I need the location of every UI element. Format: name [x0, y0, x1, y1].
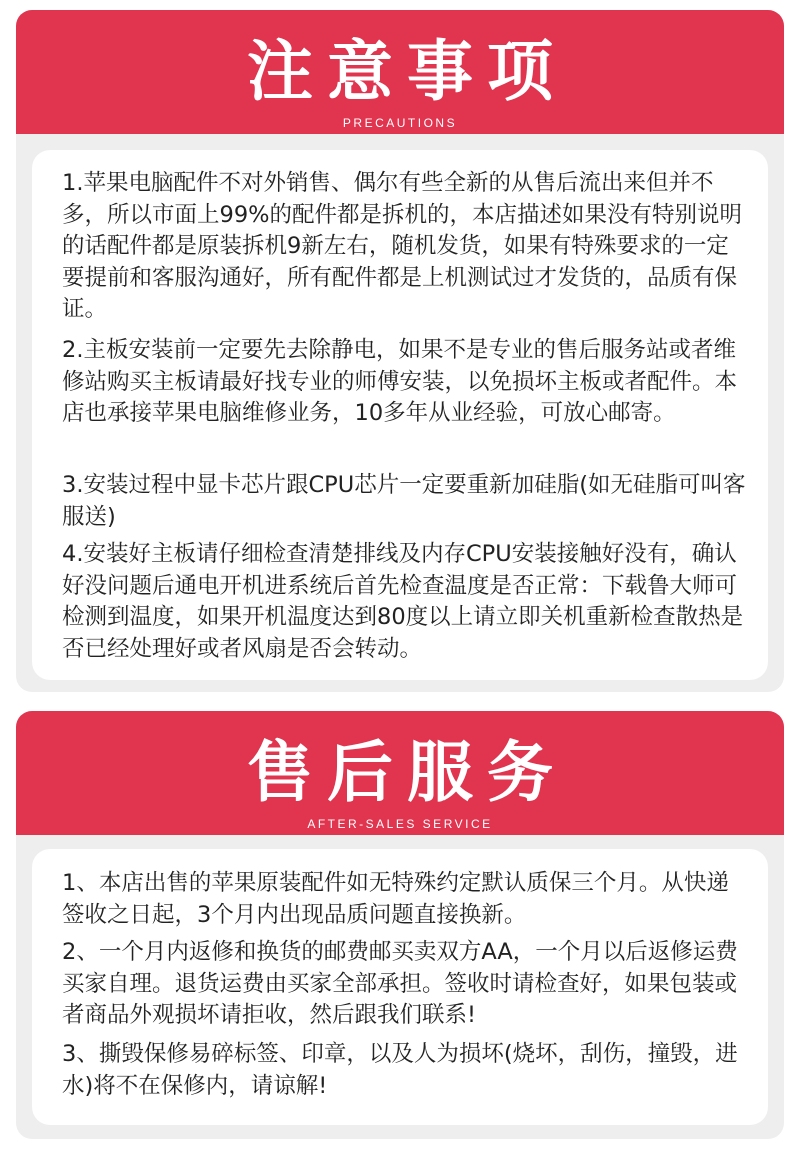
precaution-item-4: 4.安装好主板请仔细检查清楚排线及内存CPU安装接触好没有，确认好没问题后通电开机进系统后首先检查温度是否正常：下载鲁大师可检测到温度，如果开机温度达到80度以上请立即关机重新检查散热是否已经处理好或者风扇是否会转动。: [62, 541, 744, 662]
after-sales-item-1: 1、本店出售的苹果原装配件如无特殊约定默认质保三个月。从快递签收之日起，3个月内出现品质问题直接换新。: [62, 870, 729, 928]
precautions-header: [16, 10, 784, 134]
precautions-subtitle: PRECAUTIONS: [342, 116, 458, 130]
after-sales-subtitle: AFTER-SALES SERVICE: [307, 817, 493, 831]
precautions-title: 注意事项: [247, 33, 567, 110]
precautions-panel: [16, 10, 784, 692]
after-sales-item-3: 3、撕毁保修易碎标签、印章，以及人为损坏(烧坏，刮伤，撞毁，进水)将不在保修内，请谅解!: [62, 1041, 738, 1099]
precaution-item-3: 3.安装过程中显卡芯片跟CPU芯片一定要重新加硅脂(如无硅脂可叫客服送): [62, 472, 746, 530]
after-sales-title: 售后服务: [247, 734, 567, 811]
precaution-item-2: 2.主板安装前一定要先去除静电，如果不是专业的售后服务站或者维修站购买主板请最好找专业的师傅安装，以免损坏主板或者配件。本店也承接苹果电脑维修业务，10多年从业经验，可放心邮寄。: [62, 337, 738, 426]
precaution-item-1: 1.苹果电脑配件不对外销售、偶尔有些全新的从售后流出来但并不多，所以市面上99%的配件都是拆机的，本店描述如果没有特别说明的话配件都是原装拆机9新左右，随机发货，如果有特殊要求的一定要提前和客服沟通好，所有配件都是上机测试过才发货的，品质有保证。: [62, 170, 743, 322]
after-sales-card: [32, 849, 768, 1125]
after-sales-item-2: 2、一个月内返修和换货的邮费邮买卖双方AA，一个月以后返修运费买家自理。退货运费由买家全部承担。签收时请检查好，如果包装或者商品外观损坏请拒收，然后跟我们联系!: [62, 939, 738, 1028]
precautions-card: [32, 150, 768, 680]
after-sales-header: [16, 711, 784, 835]
after-sales-panel: [16, 711, 784, 1139]
